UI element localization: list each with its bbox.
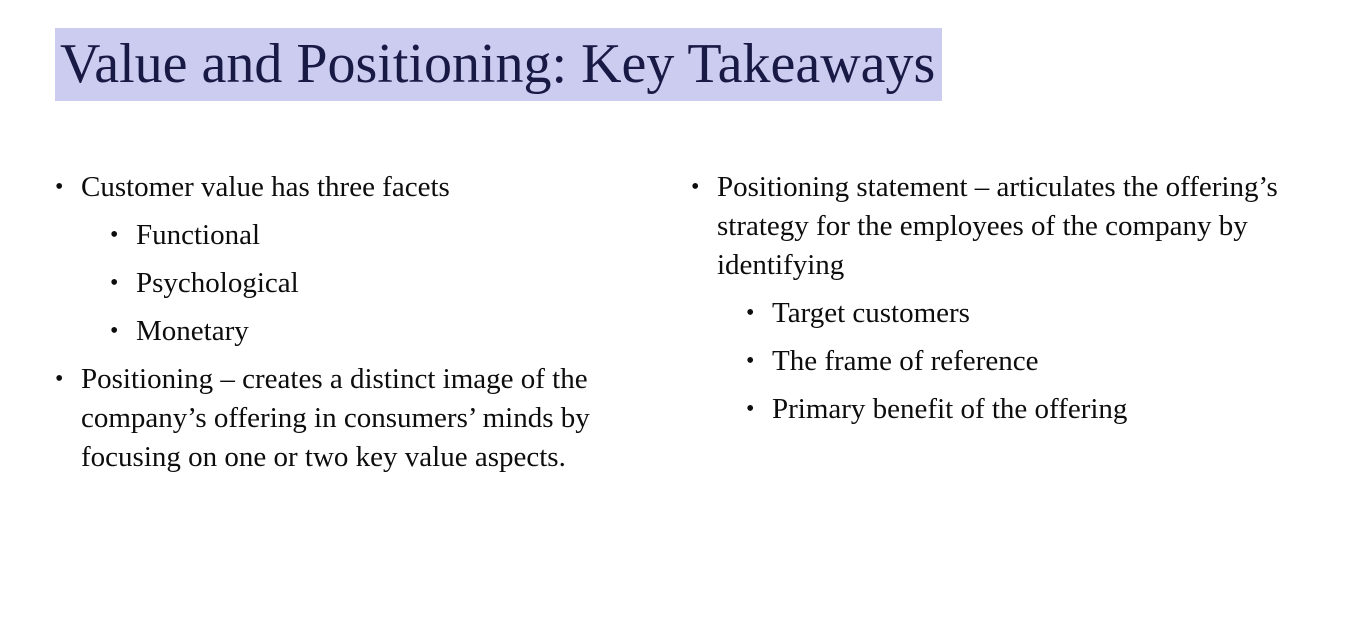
bullet-icon: •: [110, 318, 119, 344]
slide-body: [50, 168, 1298, 486]
bullet-item: [691, 168, 1298, 285]
bullet-item: [110, 264, 662, 303]
bullet-icon: •: [691, 174, 700, 200]
bullet-icon: •: [110, 222, 119, 248]
bullet-icon: •: [746, 348, 755, 374]
bullet-item: [746, 294, 1298, 333]
bullet-item-text: The frame of reference: [772, 345, 1039, 377]
bullet-item-text: Positioning statement – articulates the offering’s strategy for the employees of the company by identifying: [717, 171, 1278, 281]
bullet-item: [110, 312, 662, 351]
bullet-icon: •: [55, 366, 64, 392]
bullet-item-text: Monetary: [136, 315, 249, 347]
bullet-item: [55, 168, 662, 207]
bullet-item: [746, 342, 1298, 381]
bullet-item-text: Primary benefit of the offering: [772, 393, 1128, 425]
bullet-icon: •: [746, 300, 755, 326]
bullet-item-text: Positioning – creates a distinct image of the company’s offering in consumers’ minds by focusing on one or two key value aspects.: [81, 363, 590, 473]
bullet-item-text: Functional: [136, 219, 261, 251]
right-column: [686, 168, 1298, 486]
bullet-icon: •: [746, 396, 755, 422]
bullet-item-text: Psychological: [136, 267, 299, 299]
bullet-item-text: Customer value has three facets: [81, 171, 450, 203]
bullet-item: [110, 216, 662, 255]
bullet-icon: •: [110, 270, 119, 296]
bullet-item: [746, 390, 1298, 429]
bullet-item: [55, 360, 662, 477]
slide-title: Value and Positioning: Key Takeaways: [55, 28, 942, 101]
bullet-icon: •: [55, 174, 64, 200]
bullet-item-text: Target customers: [772, 297, 970, 329]
left-column: [50, 168, 662, 486]
